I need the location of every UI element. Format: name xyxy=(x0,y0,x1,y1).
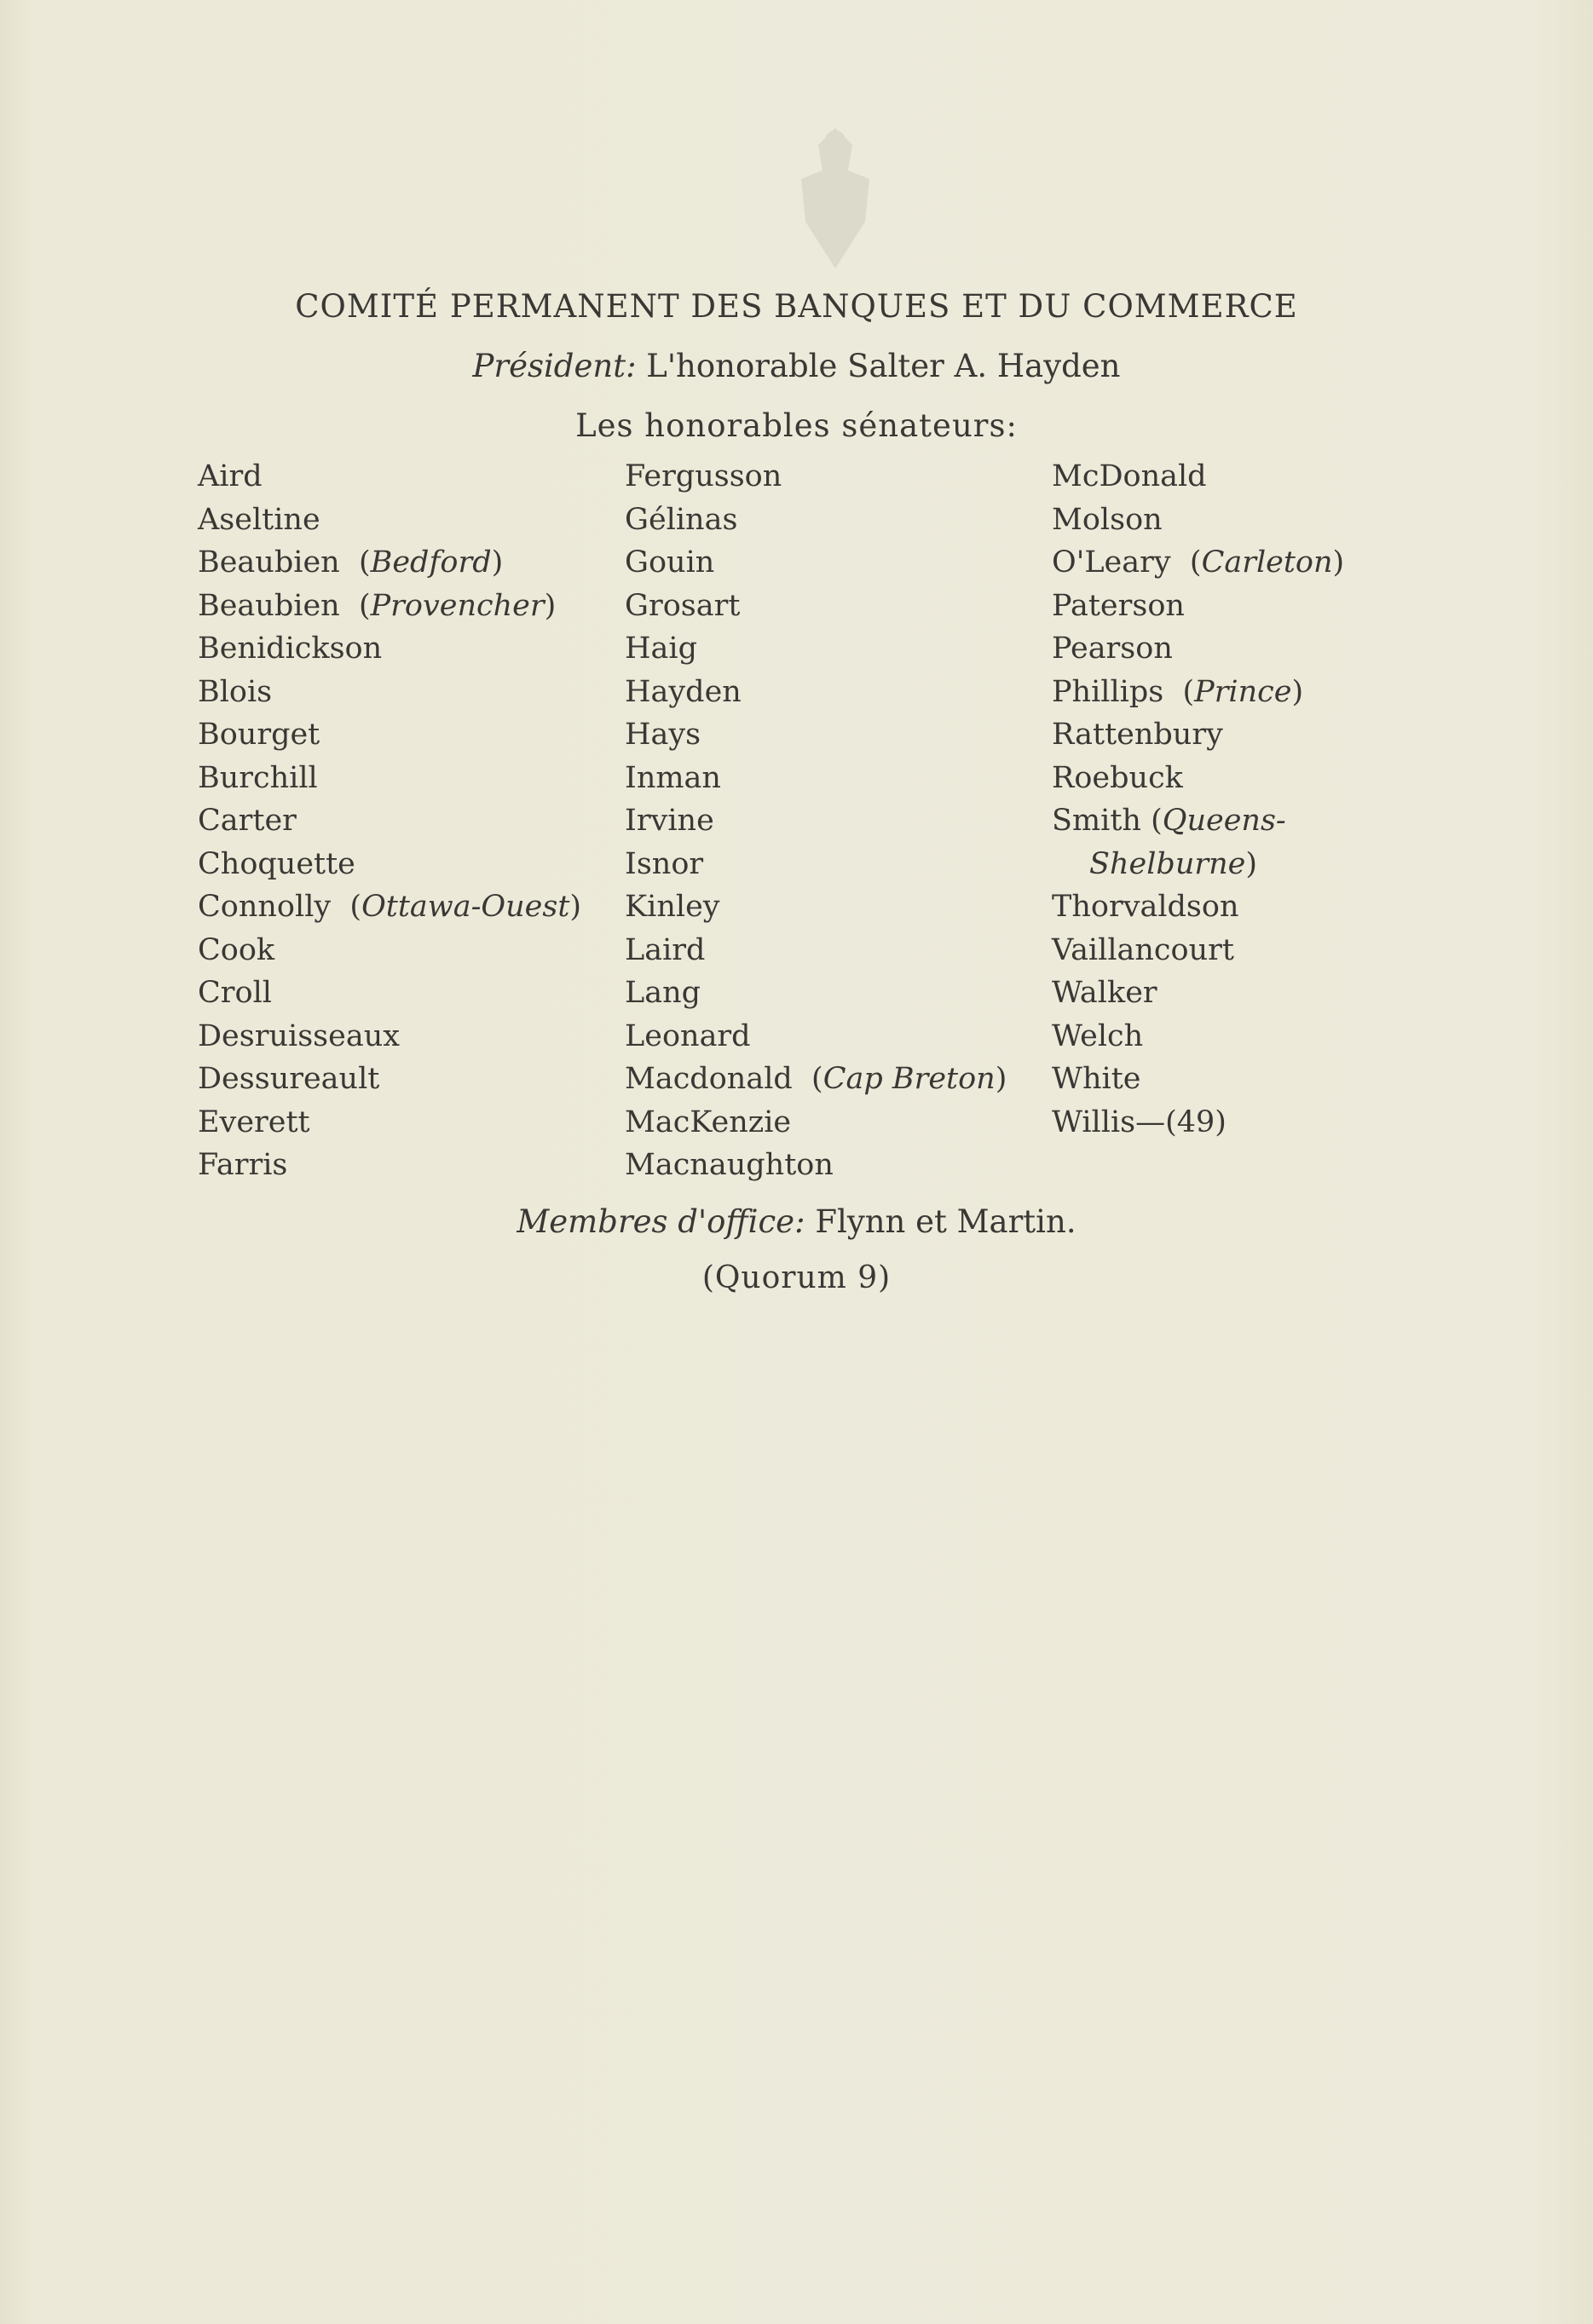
senator-name: MacKenzie xyxy=(625,1104,792,1139)
senator-entry xyxy=(1052,885,1344,929)
senator-entry xyxy=(625,713,1007,757)
senator-entry xyxy=(625,757,1007,800)
quorum: (Quorum 9) xyxy=(701,1260,892,1295)
senator-entry xyxy=(625,1101,1007,1145)
senator-entry xyxy=(1052,972,1344,1015)
senator-name: Thorvaldson xyxy=(1052,890,1239,924)
senator-name: Molson xyxy=(1052,502,1163,537)
ex-officio-label: Membres d'office: xyxy=(517,1203,805,1240)
senator-name: Isnor xyxy=(625,846,704,881)
senator-division: Ottawa-Ouest xyxy=(361,890,570,924)
senator-entry xyxy=(1052,627,1344,671)
senator-name: Haig xyxy=(625,631,697,666)
senator-division-continued: Shelburne xyxy=(1089,846,1246,881)
senator-name: Beaubien xyxy=(198,545,340,580)
senator-entry xyxy=(625,885,1007,929)
senator-entry: Shelburne) xyxy=(1089,846,1258,881)
senator-name: Pearson xyxy=(1052,631,1173,666)
senator-name: Cook xyxy=(198,932,275,967)
ex-officio-members xyxy=(0,1203,1593,1240)
senator-entry xyxy=(198,1101,581,1145)
senator-entry xyxy=(198,972,581,1015)
senator-entry xyxy=(625,972,1007,1015)
senator-name: McDonald xyxy=(1052,459,1207,493)
senators-column-3 xyxy=(1052,455,1344,1144)
senator-name: Hayden xyxy=(625,674,742,709)
senator-name: Gouin xyxy=(625,545,715,580)
senator-name: Gélinas xyxy=(625,502,738,537)
senator-name: Inman xyxy=(625,760,721,795)
president-name: L'honorable Salter A. Hayden xyxy=(646,348,1121,384)
ex-officio-names: Flynn et Martin. xyxy=(815,1203,1076,1240)
senator-name: Welch xyxy=(1052,1018,1144,1053)
senator-name: Willis—(49) xyxy=(1052,1104,1226,1139)
senator-name: Macdonald xyxy=(625,1062,793,1096)
senators-column-2 xyxy=(625,455,1007,1187)
senator-name: Croll xyxy=(198,976,272,1010)
senator-entry xyxy=(625,799,1007,843)
senator-entry: Smith (Queens- xyxy=(1052,804,1286,838)
senator-entry xyxy=(625,585,1007,628)
senator-entry xyxy=(1052,713,1344,757)
senator-name: Beaubien xyxy=(198,588,340,623)
senator-name: Rattenbury xyxy=(1052,718,1223,752)
senator-entry xyxy=(1052,455,1344,499)
coat-of-arms-watermark xyxy=(776,119,895,290)
senator-name: Macnaughton xyxy=(625,1148,834,1182)
senator-entry xyxy=(198,671,581,714)
senator-division: Carleton xyxy=(1201,545,1333,580)
senator-division: Prince xyxy=(1194,674,1292,709)
senator-entry: Beaubien (Provencher) xyxy=(198,588,557,623)
senator-entry xyxy=(625,671,1007,714)
senator-entry: Macdonald (Cap Breton) xyxy=(625,1062,1007,1096)
senator-entry: Phillips (Prince) xyxy=(1052,674,1304,709)
senator-entry xyxy=(1052,1058,1344,1101)
senators-column-1 xyxy=(198,455,581,1187)
senator-name: Phillips xyxy=(1052,674,1164,709)
senator-entry xyxy=(1052,929,1344,972)
president-line xyxy=(0,348,1593,384)
senator-entry xyxy=(198,1058,581,1101)
senator-name: Laird xyxy=(625,932,706,967)
senator-name: Grosart xyxy=(625,588,741,623)
senator-entry xyxy=(625,541,1007,585)
senator-name: Kinley xyxy=(625,890,720,924)
senator-name: Walker xyxy=(1052,976,1157,1010)
senator-entry xyxy=(625,843,1007,886)
senator-name: Dessureault xyxy=(198,1062,380,1096)
senator-entry xyxy=(625,499,1007,542)
senator-entry xyxy=(198,627,581,671)
senator-name: Blois xyxy=(198,674,273,709)
senator-entry xyxy=(198,757,581,800)
senator-name: Leonard xyxy=(625,1018,751,1053)
senator-entry xyxy=(625,929,1007,972)
senator-entry xyxy=(198,929,581,972)
senator-name: White xyxy=(1052,1062,1141,1096)
senator-division: Queens- xyxy=(1162,804,1286,838)
senator-entry: O'Leary (Carleton) xyxy=(1052,545,1345,580)
senator-name: Carter xyxy=(198,804,297,838)
senator-entry xyxy=(625,455,1007,499)
senator-entry xyxy=(625,1015,1007,1058)
senator-entry: Beaubien (Bedford) xyxy=(198,545,504,580)
senator-entry xyxy=(625,1144,1007,1187)
senator-entry xyxy=(1052,1101,1344,1145)
senator-name: Smith xyxy=(1052,804,1141,838)
senator-entry: Connolly (Ottawa-Ouest) xyxy=(198,890,582,924)
senator-division: Bedford xyxy=(370,545,492,580)
senator-entry xyxy=(1052,499,1344,542)
senator-name: Farris xyxy=(198,1148,288,1182)
senator-name: Fergusson xyxy=(625,459,782,493)
senator-name: Roebuck xyxy=(1052,760,1183,795)
senator-name: Connolly xyxy=(198,890,332,924)
senator-name: Irvine xyxy=(625,804,714,838)
senator-division: Provencher xyxy=(370,588,545,623)
senator-entry xyxy=(198,799,581,843)
senator-name: O'Leary xyxy=(1052,545,1171,580)
senator-entry xyxy=(1052,585,1344,628)
senator-entry xyxy=(198,1015,581,1058)
senator-division: Cap Breton xyxy=(822,1062,996,1096)
senator-name: Burchill xyxy=(198,760,318,795)
senator-entry xyxy=(198,499,581,542)
senator-entry xyxy=(1052,757,1344,800)
senator-name: Lang xyxy=(625,976,701,1010)
senator-name: Vaillancourt xyxy=(1052,932,1234,967)
senator-name: Bourget xyxy=(198,718,320,752)
president-label: Président: xyxy=(472,348,637,384)
senator-name: Hays xyxy=(625,718,701,752)
senator-entry xyxy=(198,713,581,757)
senators-heading: Les honorables sénateurs: xyxy=(575,407,1018,444)
senator-name: Aseltine xyxy=(198,502,320,537)
senator-name: Choquette xyxy=(198,846,355,881)
senator-entry xyxy=(198,843,581,886)
senator-name: Paterson xyxy=(1052,588,1185,623)
senator-name: Benidickson xyxy=(198,631,383,666)
senator-name: Desruisseaux xyxy=(198,1018,400,1053)
senator-entry xyxy=(198,1144,581,1187)
committee-title: COMITÉ PERMANENT DES BANQUES ET DU COMMERCE xyxy=(295,288,1298,325)
senator-entry xyxy=(198,455,581,499)
senator-name: Everett xyxy=(198,1104,310,1139)
senator-entry xyxy=(625,627,1007,671)
senator-name: Aird xyxy=(198,459,263,493)
senator-entry xyxy=(1052,1015,1344,1058)
